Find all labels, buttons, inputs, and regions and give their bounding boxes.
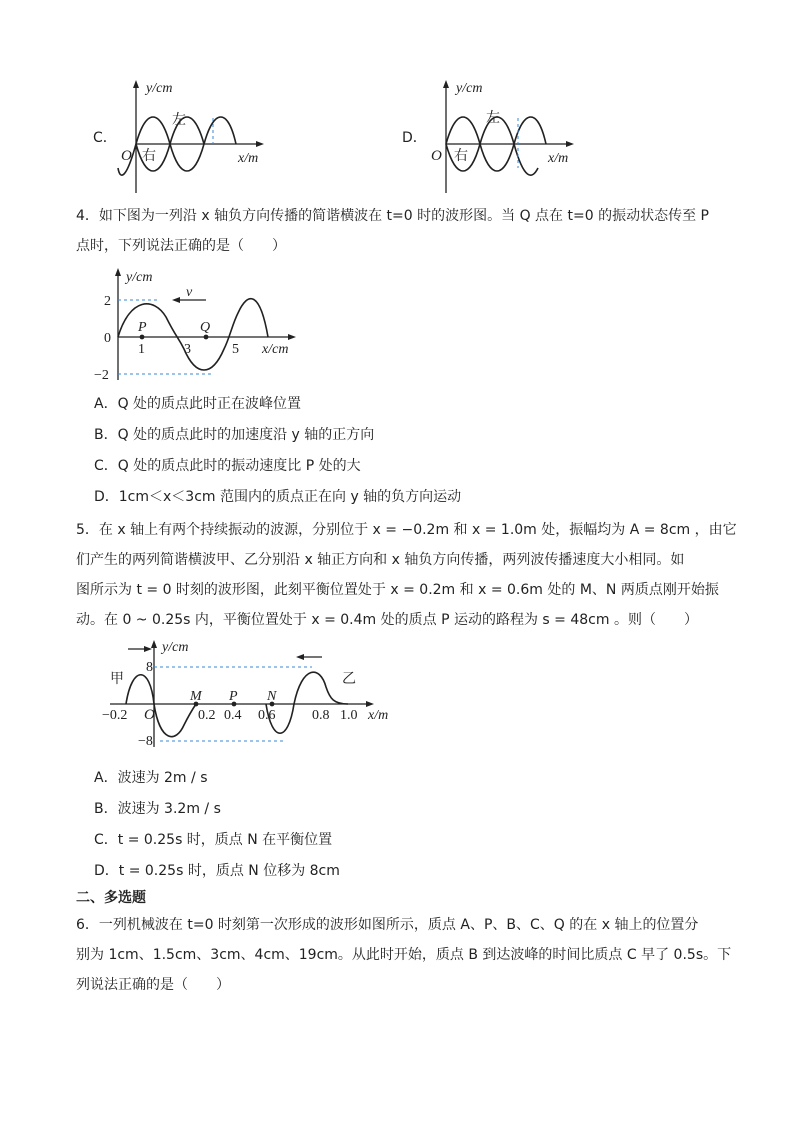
- q5-option-d: D．t = 0.25s 时，质点 N 位移为 8cm: [94, 863, 340, 879]
- x-label: x/m: [368, 708, 389, 723]
- q5-option-b: B．波速为 3.2m / s: [94, 801, 221, 817]
- velocity-arrowhead: [172, 297, 180, 303]
- left-wave-label: 左: [172, 113, 186, 128]
- m-label: M: [190, 689, 202, 704]
- q4-wave-figure: [94, 265, 300, 385]
- point-q: [204, 335, 209, 340]
- y-axis-arrow: [151, 640, 157, 648]
- y-axis-arrow: [443, 80, 449, 88]
- y-axis-arrow: [115, 268, 121, 276]
- option-c-figure: [118, 78, 268, 198]
- q5-stem-line2: 们产生的两列简谐横波甲、乙分别沿 x 轴正方向和 x 轴负方向传播，两列波传播速度大小相同。如: [76, 552, 685, 568]
- x-tick-5: 5: [232, 342, 239, 357]
- y-label: y/cm: [162, 640, 189, 655]
- q6-stem-line2: 别为 1cm、1.5cm、3cm、4cm、19cm。从此时开始，质点 B 到达波峰的时间比质点 C 早了 0.5s。下: [76, 947, 732, 963]
- x-tick-3: 3: [184, 342, 191, 357]
- q4-option-d: D．1cm＜x＜3cm 范围内的质点正在向 y 轴的负方向运动: [94, 489, 462, 505]
- x-tick-06: 0.6: [258, 708, 276, 723]
- q4-option-c: C．Q 处的质点此时的振动速度比 P 处的大: [94, 458, 361, 474]
- x-axis-arrow: [256, 141, 264, 147]
- p-label: P: [138, 320, 147, 335]
- x-axis-arrow: [566, 141, 574, 147]
- wave-right: [118, 117, 204, 175]
- yi-arrowhead: [296, 654, 304, 660]
- option-d-label: D．: [402, 130, 427, 146]
- x-tick-04: 0.4: [224, 708, 242, 723]
- q4-stem-line1: 4．如下图为一列沿 x 轴负方向传播的简谐横波在 t=0 时的波形图。当 Q 点在 t=0 的振动状态传至 P: [76, 208, 709, 224]
- p-label: P: [229, 689, 238, 704]
- wave-yi: [266, 672, 348, 733]
- q4-option-b: B．Q 处的质点此时的加速度沿 y 轴的正方向: [94, 427, 375, 443]
- right-wave-label: 右: [454, 149, 468, 164]
- x-axis-arrow: [288, 334, 296, 340]
- section-heading: 二、多选题: [76, 890, 146, 906]
- y-tick-neg2: −2: [94, 368, 109, 383]
- wave-jia: [126, 675, 196, 737]
- option-c-label: C．: [93, 130, 117, 146]
- x-tick-08: 0.8: [312, 708, 330, 723]
- y-label: y/cm: [456, 81, 483, 96]
- x-axis-arrow: [366, 701, 374, 707]
- x-label: x/m: [548, 151, 569, 166]
- jia-label: 甲: [110, 672, 124, 687]
- q6-stem-line3: 列说法正确的是（ ）: [76, 977, 230, 993]
- origin-label: O: [144, 707, 155, 723]
- q5-stem-line4: 动。在 0 ~ 0.25s 内，平衡位置处于 x = 0.4m 处的质点 P 运动的路程为 s = 48cm 。则（ ）: [76, 612, 698, 628]
- x-label: x/cm: [262, 342, 289, 357]
- y-label: y/cm: [146, 81, 173, 96]
- n-label: N: [267, 689, 277, 704]
- y-tick-2: 2: [104, 294, 111, 309]
- jia-arrowhead: [144, 646, 152, 652]
- y-tick-0: 0: [104, 331, 111, 346]
- q5-option-c: C．t = 0.25s 时，质点 N 在平衡位置: [94, 832, 333, 848]
- yi-label: 乙: [342, 672, 356, 687]
- x-label: x/m: [238, 151, 259, 166]
- left-wave-label: 左: [486, 111, 500, 126]
- y-label: y/cm: [126, 270, 153, 285]
- option-d-figure: [428, 78, 578, 198]
- y-axis-arrow: [133, 80, 139, 88]
- q4-option-a: A．Q 处的质点此时正在波峰位置: [94, 396, 302, 412]
- x-tick-1: 1: [138, 342, 145, 357]
- velocity-label: v: [186, 285, 193, 300]
- q6-stem-line1: 6．一列机械波在 t=0 时刻第一次形成的波形如图所示，质点 A、P、B、C、Q 的在 x 轴上的位置分: [76, 917, 699, 933]
- q-label: Q: [200, 320, 211, 335]
- point-p: [140, 335, 145, 340]
- y-tick-8: 8: [146, 660, 153, 675]
- x-tick-10: 1.0: [340, 708, 358, 723]
- q4-stem-line2: 点时，下列说法正确的是（ ）: [76, 238, 286, 254]
- y-tick-neg8: −8: [138, 734, 153, 749]
- right-wave-label: 右: [142, 149, 156, 164]
- q5-option-a: A．波速为 2m / s: [94, 770, 208, 786]
- origin-label: O: [431, 148, 442, 164]
- q5-stem-line3: 图所示为 t = 0 时刻的波形图，此刻平衡位置处于 x = 0.2m 和 x = 0.6m 处的 M、N 两质点刚开始振: [76, 582, 719, 598]
- origin-label: O: [121, 148, 132, 164]
- x-tick-02: 0.2: [198, 708, 216, 723]
- q5-wave-figure: [100, 637, 400, 752]
- x-tick-neg02: −0.2: [102, 708, 128, 723]
- q5-stem-line1: 5．在 x 轴上有两个持续振动的波源，分别位于 x = −0.2m 和 x = 1.0m 处，振幅均为 A = 8cm ，由它: [76, 522, 737, 538]
